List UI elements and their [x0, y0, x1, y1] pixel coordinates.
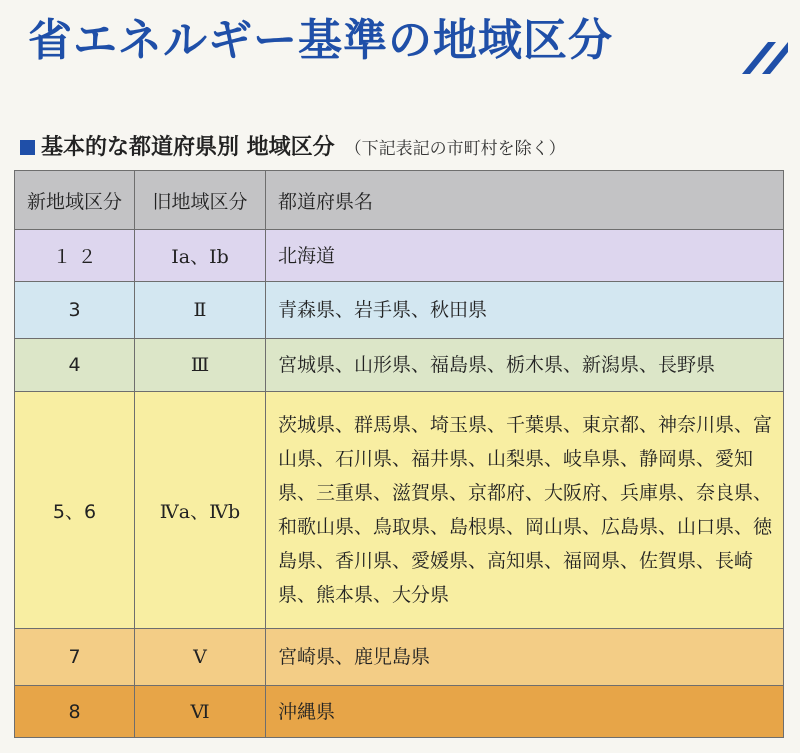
new-region-cell: １ ２ [15, 230, 135, 282]
new-region-cell: 4 [15, 339, 135, 392]
prefectures-cell: 茨城県、群馬県、埼玉県、千葉県、東京都、神奈川県、富山県、石川県、福井県、山梨県、岐阜県、静岡県、愛知県、三重県、滋賀県、京都府、大阪府、兵庫県、奈良県、和歌山県、鳥取県、島根県、岡山県、広島県、山口県、徳島県、香川県、愛媛県、高知県、福岡県、佐賀県、長崎県、熊本県、大分県 [266, 392, 784, 629]
old-region-cell: Ⅵ [135, 686, 266, 738]
section-heading-title: 基本的な都道府県別 地域区分 [41, 135, 335, 160]
prefectures-cell: 沖縄県 [266, 686, 784, 738]
old-region-cell: Ⅲ [135, 339, 266, 392]
table-row [15, 230, 784, 282]
section-heading-note: （下記表記の市町村を除く） [344, 139, 566, 159]
old-region-cell: Ⅴ [135, 629, 266, 686]
header-new-region: 新地域区分 [15, 171, 135, 230]
table-row [15, 392, 784, 629]
table-row [15, 339, 784, 392]
old-region-cell: Ⅱ [135, 282, 266, 339]
slash-decoration-icon [738, 36, 788, 76]
region-table [14, 170, 784, 738]
new-region-cell: 3 [15, 282, 135, 339]
prefectures-cell: 青森県、岩手県、秋田県 [266, 282, 784, 339]
prefectures-cell: 宮城県、山形県、福島県、栃木県、新潟県、長野県 [266, 339, 784, 392]
header-old-region: 旧地域区分 [135, 171, 266, 230]
old-region-cell: Ⅰa、Ⅰb [135, 230, 266, 282]
table-row [15, 686, 784, 738]
new-region-cell: 7 [15, 629, 135, 686]
square-bullet-icon [20, 140, 35, 155]
section-heading [20, 130, 566, 161]
prefectures-cell: 宮崎県、鹿児島県 [266, 629, 784, 686]
page-title: 省エネルギー基準の地域区分 [28, 15, 613, 66]
table-header-row [15, 171, 784, 230]
header-prefectures: 都道府県名 [266, 171, 784, 230]
table-row [15, 629, 784, 686]
prefectures-cell: 北海道 [266, 230, 784, 282]
table-row [15, 282, 784, 339]
new-region-cell: 8 [15, 686, 135, 738]
old-region-cell: Ⅳa、Ⅳb [135, 392, 266, 629]
new-region-cell: 5、6 [15, 392, 135, 629]
